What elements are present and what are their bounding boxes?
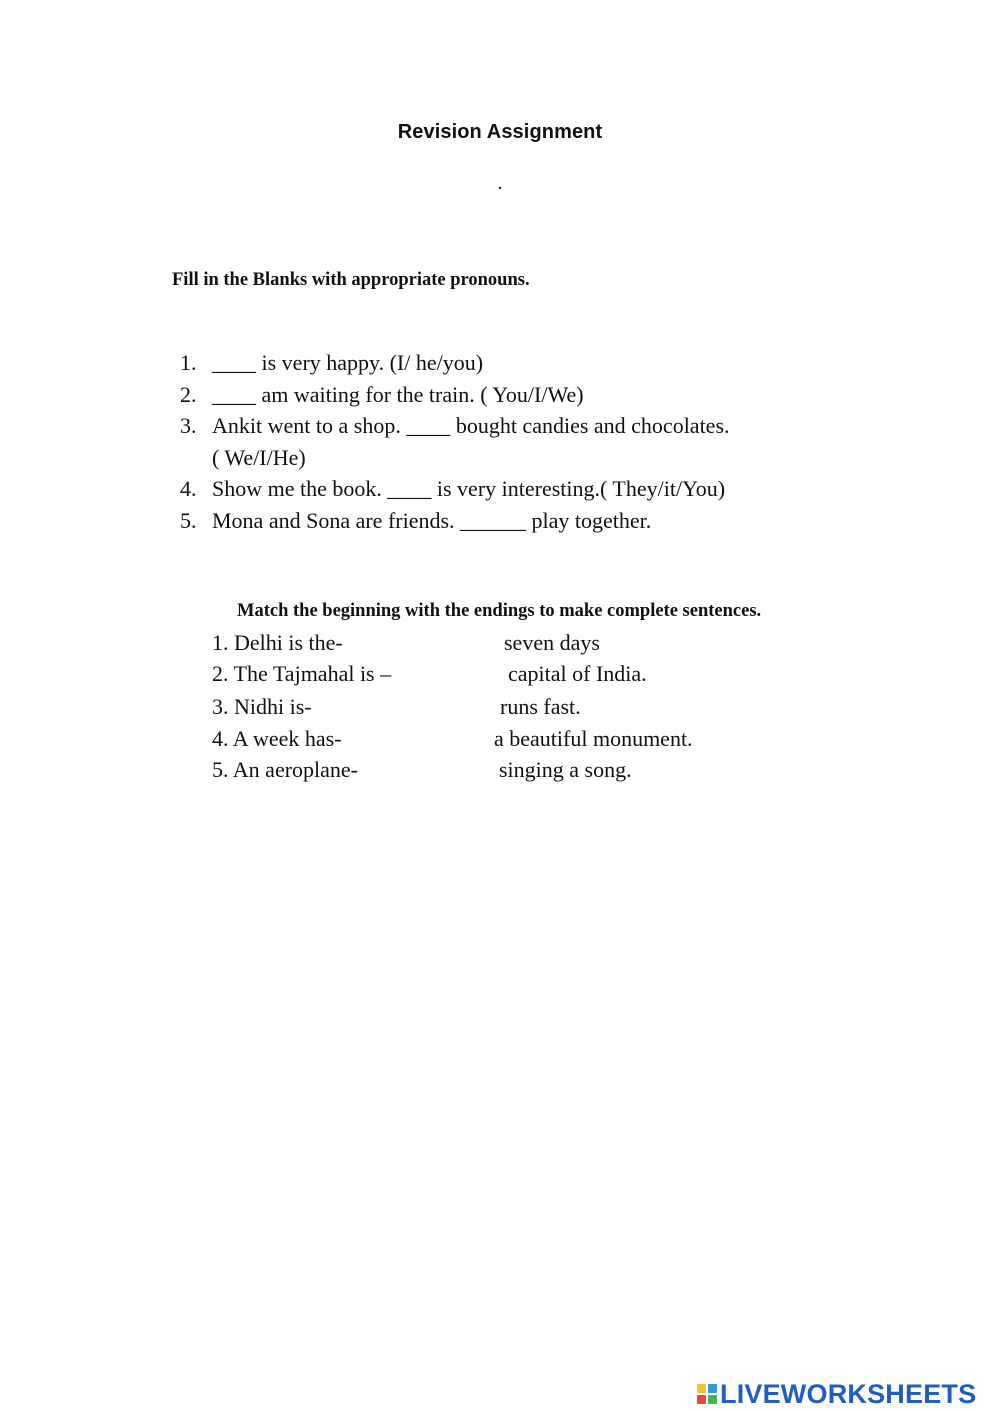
match-ending: capital of India.: [508, 661, 647, 686]
item-text-continuation: ( We/I/He): [212, 444, 306, 470]
match-beginning: 3. Nidhi is-: [212, 694, 312, 719]
list-item: [180, 410, 820, 473]
fill-blanks-list: [180, 347, 820, 537]
match-ending: runs fast.: [500, 694, 581, 719]
logo-square: [697, 1395, 706, 1404]
match-beginning: 2. The Tajmahal is –: [212, 661, 392, 686]
item-text: Show me the book. ____ is very interesting.( They/it/You): [212, 476, 726, 502]
list-item: [180, 347, 820, 379]
logo-square: [697, 1384, 706, 1393]
item-number: 1.: [180, 350, 197, 375]
fill-blanks-instruction: Fill in the Blanks with appropriate pronouns.: [172, 270, 530, 290]
liveworksheets-logo-icon: [697, 1384, 717, 1404]
match-ending: seven days: [504, 630, 600, 655]
item-number: 5.: [180, 507, 197, 533]
item-number: 4.: [180, 476, 197, 502]
match-instruction: Match the beginning with the endings to make complete sentences.: [237, 601, 762, 621]
match-row: [0, 627, 1000, 659]
list-item: [180, 473, 820, 505]
page-title: Revision Assignment: [397, 121, 603, 143]
item-text: ____ am waiting for the train. ( You/I/We): [212, 381, 584, 407]
match-row: [0, 658, 1000, 690]
item-text: Ankit went to a shop. ____ bought candies and chocolates.: [212, 413, 730, 439]
liveworksheets-brand: [697, 1377, 976, 1411]
item-number: 3.: [180, 413, 197, 439]
match-ending: singing a song.: [499, 757, 632, 782]
subtitle-mark: .: [497, 172, 503, 194]
match-ending: a beautiful monument.: [494, 726, 693, 751]
item-text: ____ is very happy. (I/ he/you): [212, 350, 484, 375]
logo-square: [708, 1395, 717, 1404]
item-text: Mona and Sona are friends. ______ play together.: [212, 507, 652, 533]
list-item: [180, 505, 820, 537]
match-beginning: 5. An aeroplane-: [212, 757, 358, 782]
brand-name: LIVEWORKSHEETS: [720, 1378, 977, 1409]
match-beginning: 4. A week has-: [212, 726, 342, 751]
item-number: 2.: [180, 381, 197, 407]
logo-square: [708, 1384, 717, 1393]
match-row: [0, 691, 1000, 723]
list-item: [180, 379, 820, 411]
match-row: [0, 754, 1000, 786]
match-row: [0, 723, 1000, 755]
match-beginning: 1. Delhi is the-: [212, 630, 343, 655]
